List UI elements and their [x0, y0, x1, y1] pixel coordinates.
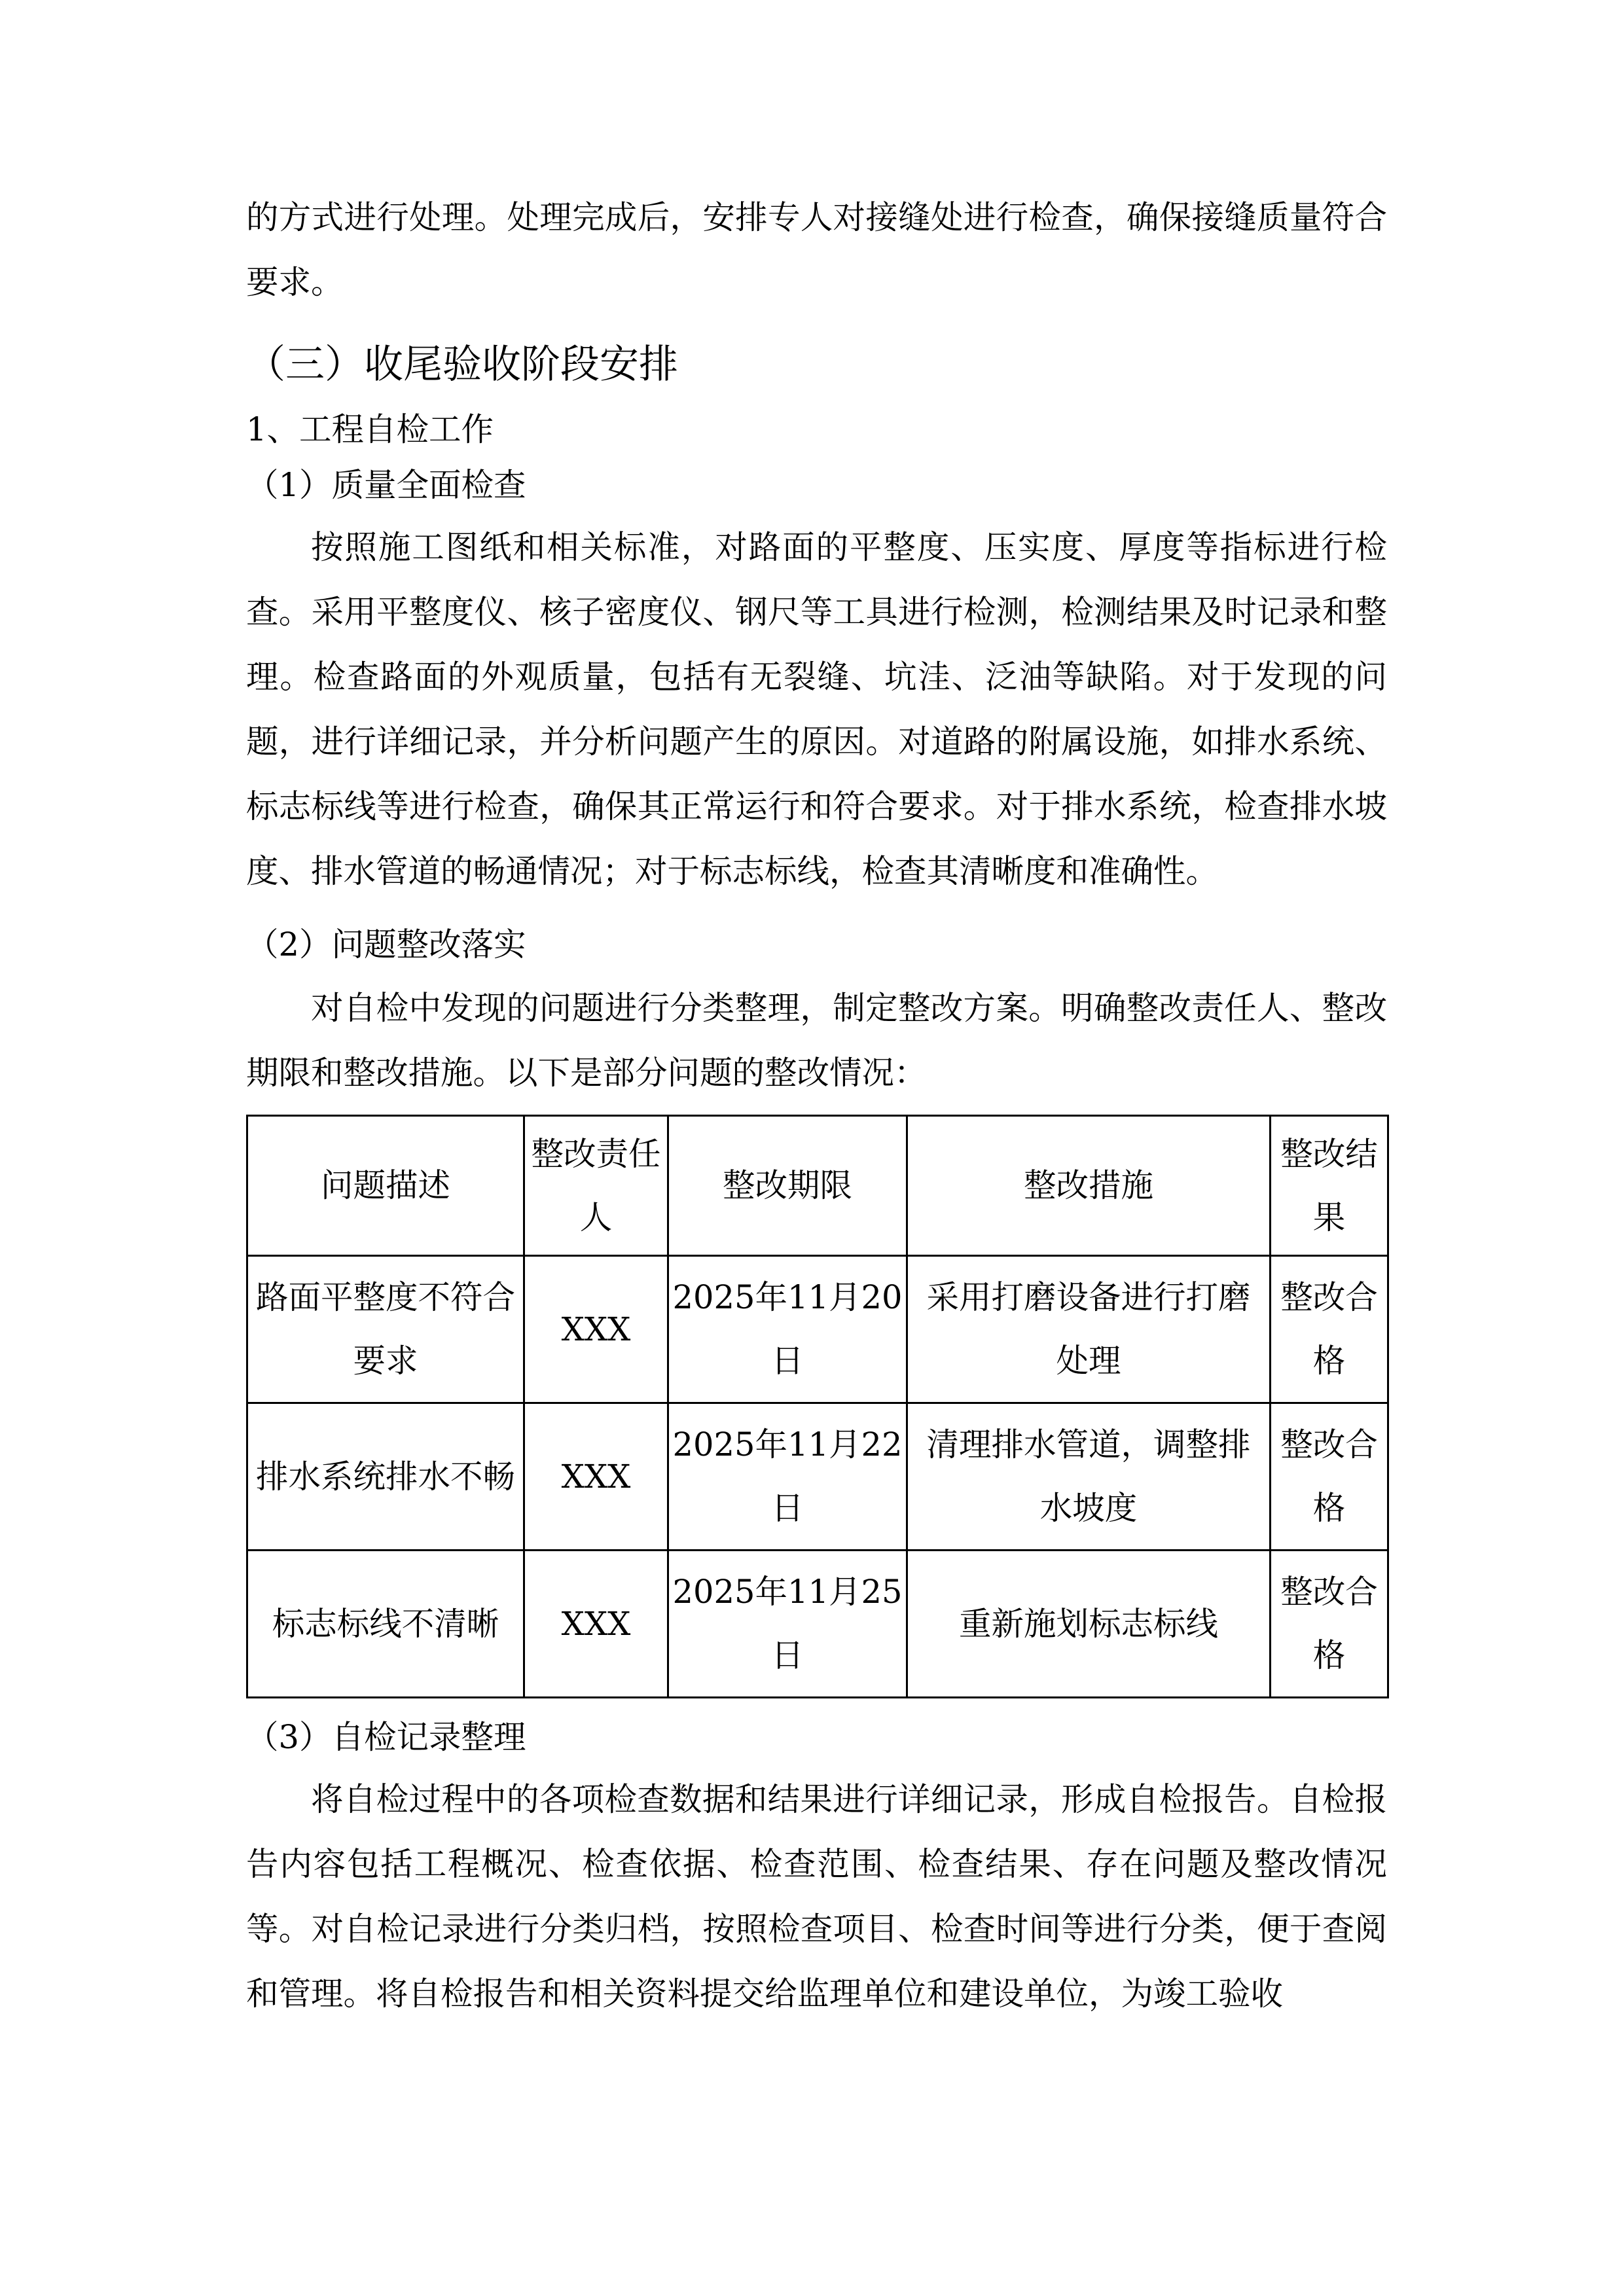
table-cell: 2025年11月22日: [668, 1403, 907, 1551]
rectification-table: [246, 1115, 1389, 1698]
table-row: [247, 1256, 1388, 1403]
header-cell: 整改期限: [668, 1116, 907, 1256]
table-cell: 整改合格: [1271, 1256, 1388, 1403]
subsection-heading: 1、工程自检工作: [246, 410, 494, 448]
header-cell: 问题描述: [247, 1116, 524, 1256]
paragraph-rectification: 对自检中发现的问题进行分类整理，制定整改方案。明确整改责任人、整改期限和整改措施。以下是部分问题的整改情况：: [246, 989, 1387, 1092]
table-cell: XXX: [524, 1256, 668, 1403]
table-cell: 清理排水管道，调整排水坡度: [907, 1403, 1271, 1551]
table-cell: 整改合格: [1271, 1551, 1388, 1698]
item-heading-quality-check: （1）质量全面检查: [246, 466, 526, 504]
item-heading-rectification: （2）问题整改落实: [246, 925, 526, 963]
paragraph-quality-check: 按照施工图纸和相关标准，对路面的平整度、压实度、厚度等指标进行检查。采用平整度仪、核子密度仪、钢尺等工具进行检测，检测结果及时记录和整理。检查路面的外观质量，包括有无裂缝、坑洼、泛油等缺陷。对于发现的问题，进行详细记录，并分析问题产生的原因。对道路的附属设施，如排水系统、标志标线等进行检查，确保其正常运行和符合要求。对于排水系统，检查排水坡度、排水管道的畅通情况；对于标志标线，检查其清晰度和准确性。: [246, 528, 1387, 890]
table-cell: 重新施划标志标线: [907, 1551, 1271, 1698]
table-cell: 2025年11月20日: [668, 1256, 907, 1403]
table-cell: 标志标线不清晰: [247, 1551, 524, 1698]
table-cell: XXX: [524, 1403, 668, 1551]
paragraph-records: 将自检过程中的各项检查数据和结果进行详细记录，形成自检报告。自检报告内容包括工程概况、检查依据、检查范围、检查结果、存在问题及整改情况等。对自检记录进行分类归档，按照检查项目、检查时间等进行分类，便于查阅和管理。将自检报告和相关资料提交给监理单位和建设单位，为竣工验收: [246, 1780, 1387, 2013]
table-header-row: [247, 1116, 1388, 1256]
table-row: [247, 1551, 1388, 1698]
header-cell: 整改结果: [1271, 1116, 1388, 1256]
header-cell: 整改措施: [907, 1116, 1271, 1256]
item-heading-records: （3）自检记录整理: [246, 1718, 526, 1756]
table-cell: XXX: [524, 1551, 668, 1698]
header-cell: 整改责任人: [524, 1116, 668, 1256]
table-cell: 2025年11月25日: [668, 1551, 907, 1698]
table-cell: 排水系统排水不畅: [247, 1403, 524, 1551]
paragraph-continuation: 的方式进行处理。处理完成后，安排专人对接缝处进行检查，确保接缝质量符合要求。: [246, 198, 1387, 301]
section-heading: （三）收尾验收阶段安排: [246, 342, 678, 387]
table-row: [247, 1403, 1388, 1551]
table-cell: 整改合格: [1271, 1403, 1388, 1551]
table-cell: 采用打磨设备进行打磨处理: [907, 1256, 1271, 1403]
table-cell: 路面平整度不符合要求: [247, 1256, 524, 1403]
